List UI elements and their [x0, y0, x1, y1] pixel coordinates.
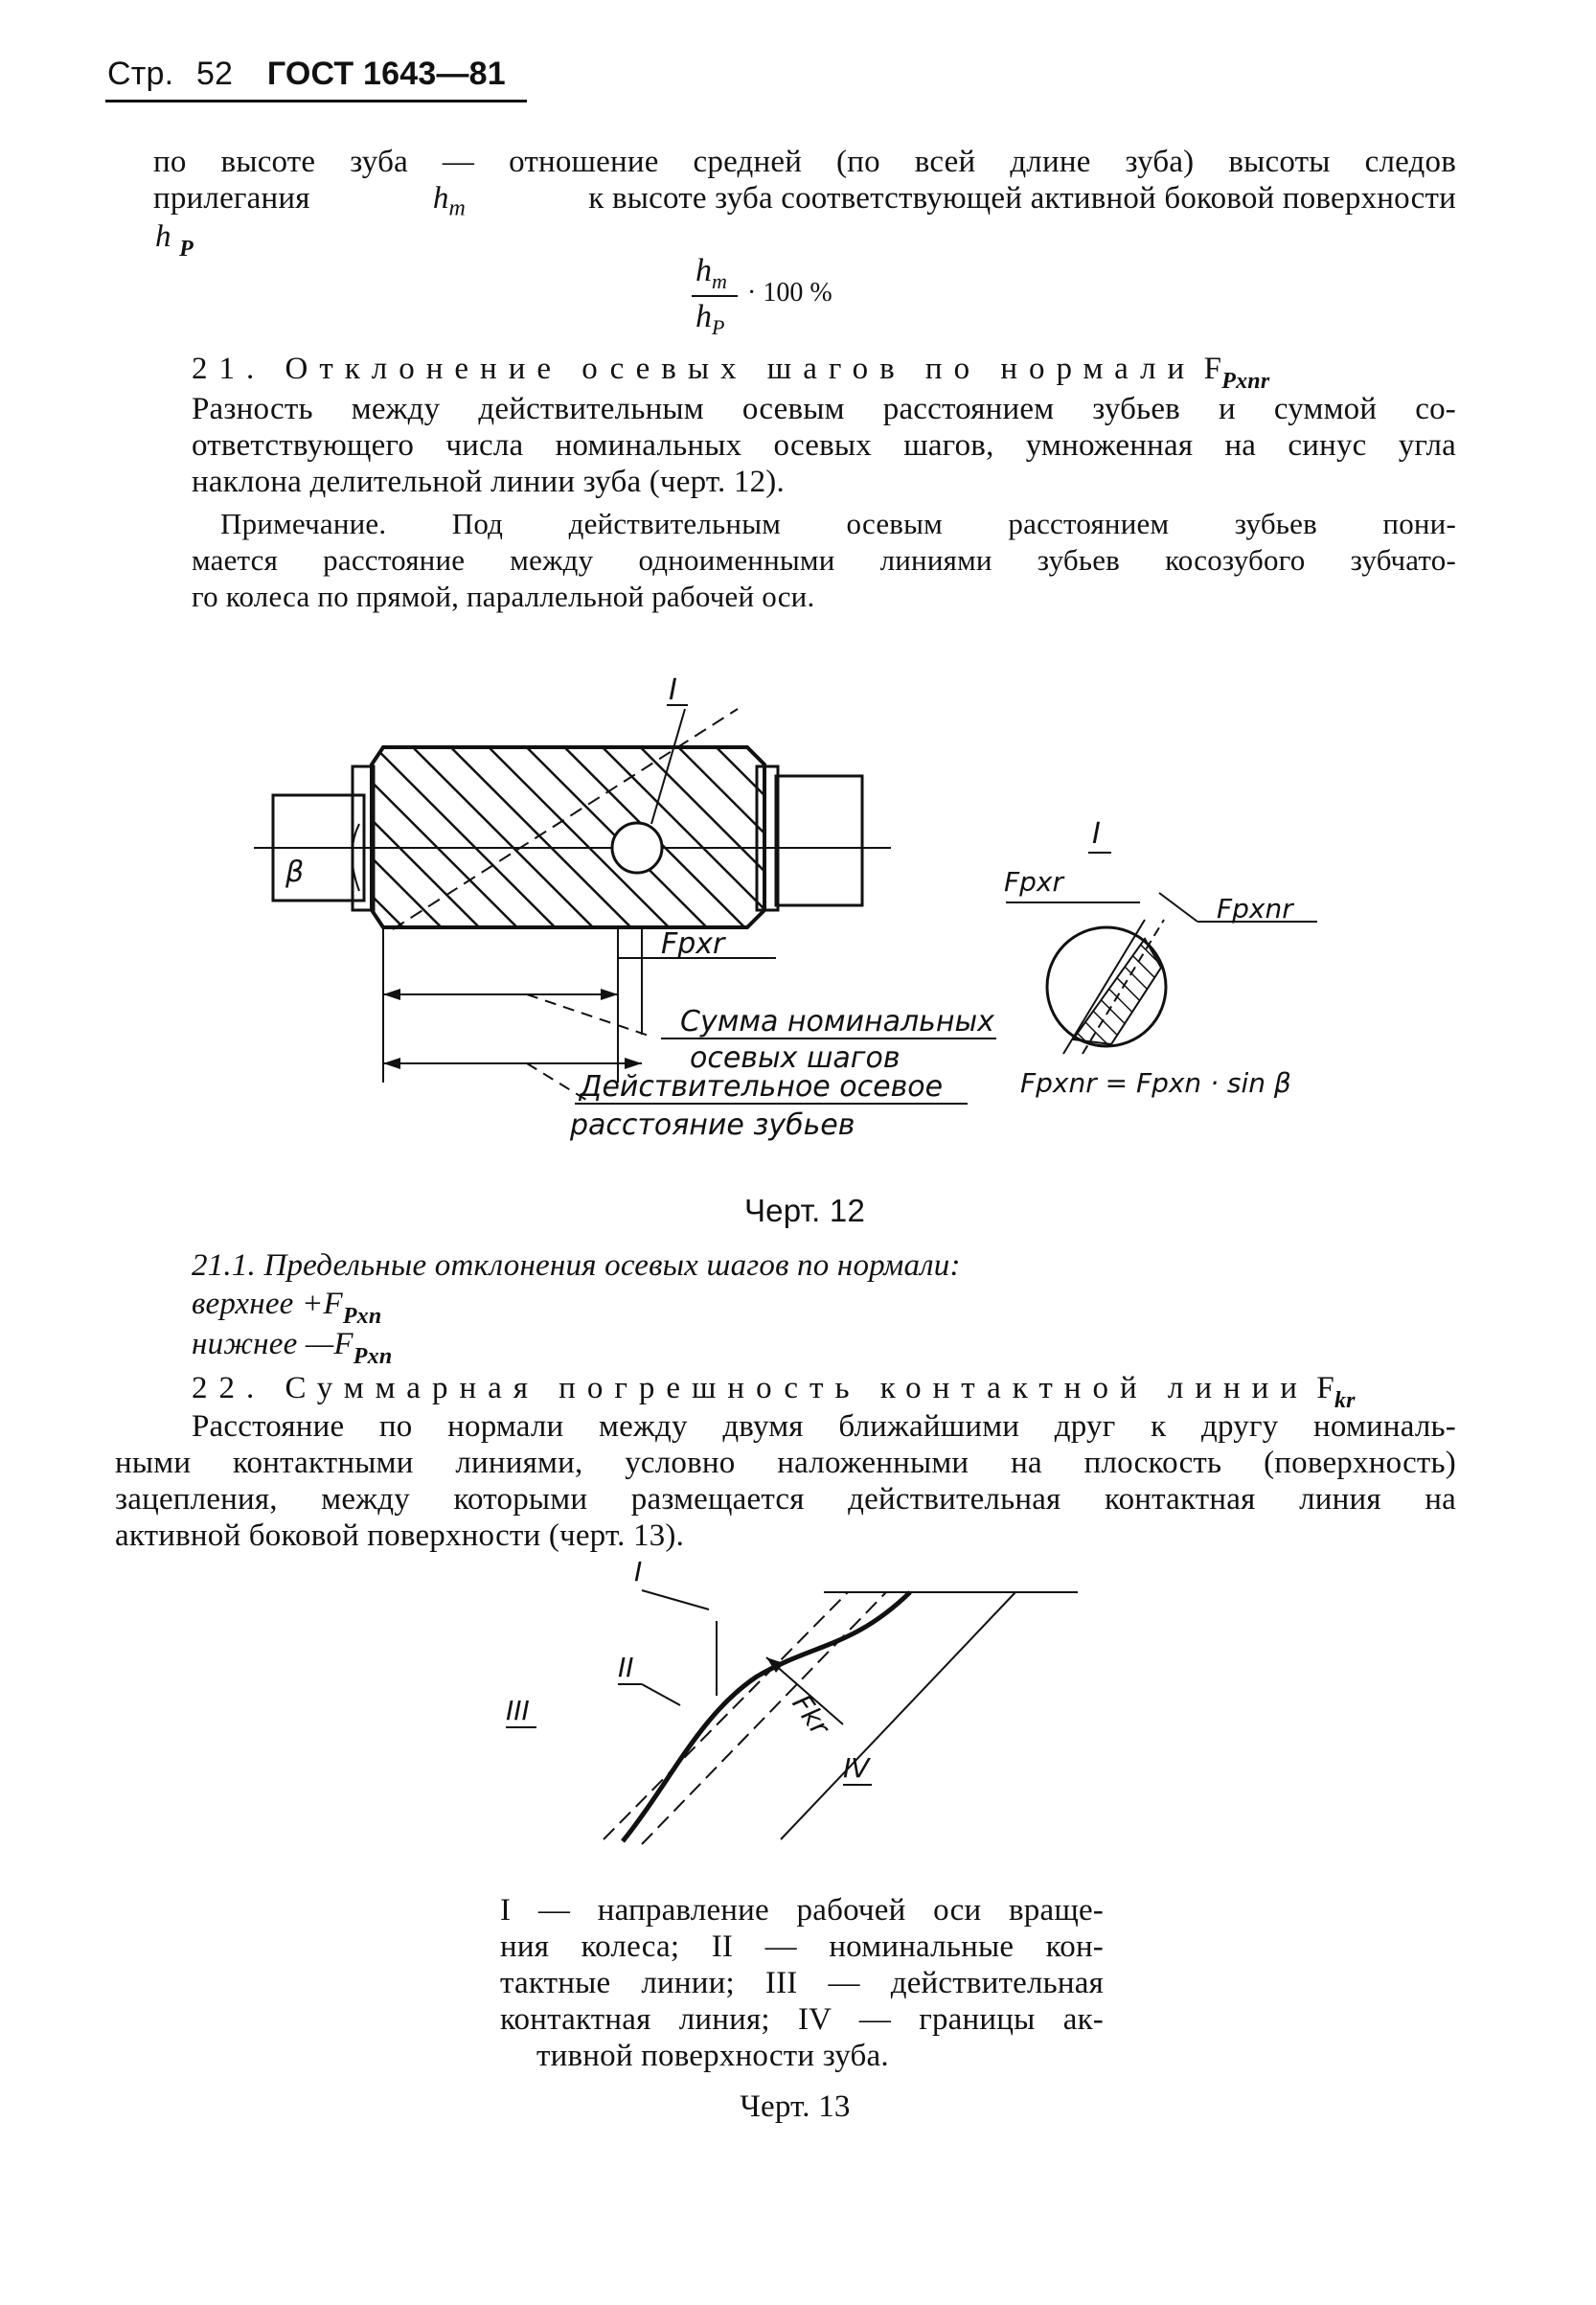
actual-contact-line: [623, 1592, 910, 1841]
fig13-legend-1: I — направление рабочей оси враще-: [500, 1893, 1104, 1928]
detail-circle: [612, 823, 662, 873]
upper-deviation: верхнее $+F_{Pxn}$: [192, 1287, 382, 1329]
leader-sum: [527, 994, 651, 1037]
fig13-legend-2: ния колеса; II — номинальные кон-: [500, 1929, 1104, 1964]
figure-12-caption: Черт. 12: [743, 1193, 866, 1228]
section-21-text-1: Разность между действительным осевым расстоянием зубьев и суммой со-: [192, 392, 1456, 426]
fig12-label-I: I: [669, 673, 677, 707]
fig12-sum-1: Сумма номинальных: [680, 1005, 994, 1038]
detail-label-fpxr: Fpxr: [1004, 866, 1063, 898]
section-22-text-2: ными контактными линиями, условно наложенными на плоскость (поверхность): [115, 1446, 1456, 1480]
fig13-label-II: II: [618, 1652, 634, 1683]
intro-line-2-a: прилегания: [153, 181, 310, 216]
detail-label-I: I: [1092, 817, 1101, 851]
intro-line-2: [153, 180, 1456, 227]
figure-12-drawing: [239, 651, 1341, 1150]
section-22-heading-line: [192, 1370, 1356, 1413]
fig12-label-beta: β: [285, 856, 305, 889]
fig12-sum-2: осевых шагов: [690, 1041, 901, 1075]
standard-number: ГОСТ 1643—81: [266, 56, 506, 92]
ratio-formula: [690, 253, 862, 339]
intro-line-1: по высоте зуба — отношение средней (по всей длине зуба) высоты следов: [153, 145, 1456, 179]
fig13-label-III: III: [506, 1695, 530, 1726]
fig13-leader-I: [642, 1590, 709, 1609]
hp-symbol-line: h $_P$: [155, 219, 194, 262]
detail-line-2: [1083, 920, 1164, 1054]
detail-label-fpxnr: Fpxnr: [1217, 893, 1293, 924]
detail-dim-fpxnr: [1159, 893, 1197, 922]
fig12-label-fpxr: Fpxr: [661, 927, 725, 961]
fig12-actual-1: Действительное осевое: [580, 1070, 944, 1104]
section-21-heading-line: [192, 351, 1270, 394]
figure-13-drawing: [479, 1552, 1102, 1868]
detail-formula: Fpxnr = Fpxn · sin β: [1020, 1067, 1291, 1099]
note-line-3: го колеса по прямой, параллельной рабочей оси.: [192, 580, 815, 613]
gear-body: [372, 747, 764, 927]
formula-fraction-bar: [692, 295, 738, 297]
section-22-text-1: Расстояние по нормали между двумя ближайшими друг к другу номиналь-: [192, 1409, 1456, 1444]
header-rule: [105, 100, 527, 103]
fig13-legend-3: тактные линии; III — действительная: [500, 1966, 1104, 2000]
fig12-actual-2: расстояние зубьев: [570, 1108, 855, 1142]
figure-13-caption: Черт. 13: [740, 2089, 851, 2124]
section-22-heading: 22. Суммарная погрешность контактной линии: [192, 1371, 1309, 1405]
formula-percent: · 100 %: [747, 278, 832, 308]
section-21-text-2: ответствующего числа номинальных осевых шагов, умноженная на синус угла: [192, 428, 1456, 463]
fig13-label-fkr: Fkr: [786, 1688, 836, 1742]
page-number: 52: [195, 56, 234, 92]
fig13-leader-II-arrow: [642, 1684, 680, 1705]
leader-actual: [527, 1063, 586, 1100]
hm-symbol: $h_m$: [432, 181, 467, 221]
lower-deviation: нижнее $—F_{Pxn}$: [192, 1327, 393, 1369]
page-prefix: Стр.: [107, 56, 174, 92]
fig13-legend-5: тивной поверхности зуба.: [536, 2039, 889, 2073]
fig13-label-IV: IV: [843, 1752, 870, 1784]
arrow-2: [601, 989, 618, 1000]
arrow-1: [383, 989, 400, 1000]
fkr-symbol: $F_{kr}$: [1316, 1371, 1356, 1413]
arrow-4: [625, 1058, 642, 1069]
section-21-heading: 21. Отклонение осевых шагов по нормали: [192, 352, 1197, 386]
section-21-1-heading: 21.1. Предельные отклонения осевых шагов по нормали:: [192, 1248, 961, 1283]
fig13-legend-4: контактная линия; IV — границы ак-: [500, 2002, 1104, 2037]
section-22-text-4: активной боковой поверхности (черт. 13).: [115, 1518, 685, 1553]
formula-numerator: $h_m$: [695, 253, 727, 293]
formula-denominator: $h_P$: [695, 299, 725, 339]
fig13-label-I: I: [634, 1556, 643, 1587]
section-21-text-3: наклона делительной линии зуба (черт. 12).: [192, 465, 785, 499]
page-header: [107, 56, 506, 92]
fpxnr-symbol: $F_{Pxnr}$: [1203, 352, 1270, 394]
intro-line-2-b: к высоте зуба соответствующей активной боковой поверхности: [588, 181, 1456, 216]
note-line-2: мается расстояние между одноименными линиями зубьев косозубого зубчато-: [192, 543, 1456, 577]
note-line-1: Примечание. Под действительным осевым расстоянием зубьев пони-: [220, 507, 1456, 540]
nominal-line-2: [642, 1592, 886, 1844]
right-shaft: [776, 776, 862, 905]
section-22-text-3: зацепления, между которыми размещается действительная контактная линия на: [115, 1482, 1456, 1517]
arrow-3: [383, 1058, 400, 1069]
